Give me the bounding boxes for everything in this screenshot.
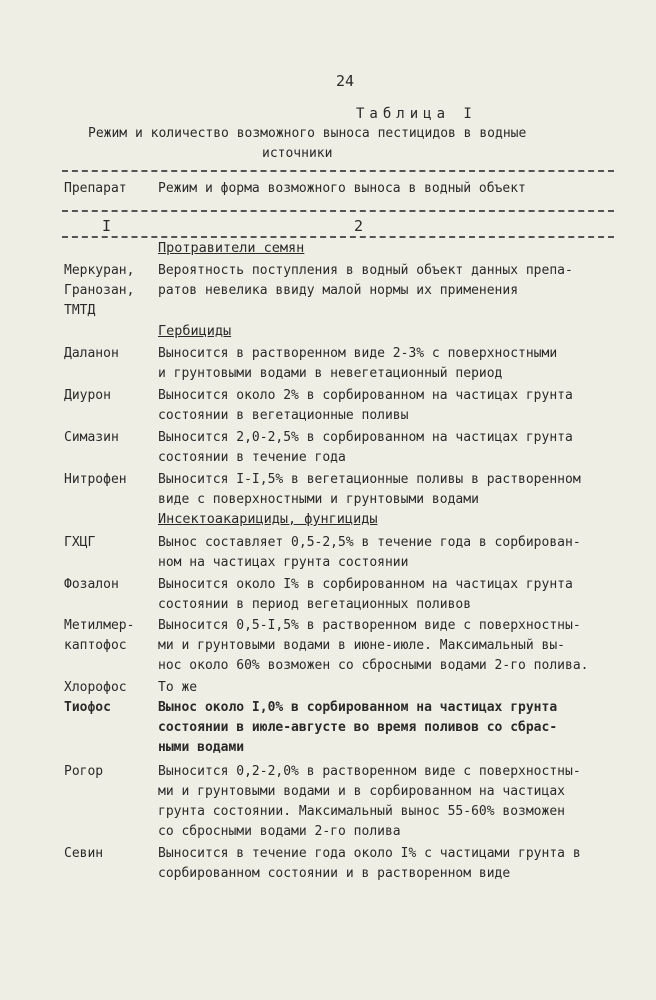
preparation-name: Тиофос: [64, 700, 111, 715]
section-heading-insecticides-fungicides: Инсектоакарициды, фунгициды: [158, 511, 378, 527]
column-header-mode: Режим и форма возможного выноса в водный объект: [158, 181, 526, 196]
description-line: со сбросными водами 2-го полива: [158, 824, 401, 839]
divider: [62, 210, 614, 212]
description-line: ратов невелика ввиду малой нормы их применения: [158, 283, 519, 298]
description-line: сорбированном состоянии и в растворенном виде: [158, 866, 511, 881]
preparation-name: Севин: [64, 846, 104, 861]
preparation-name: Хлорофос: [64, 680, 127, 695]
description-line: нос около 60% возможен со сбросными водами 2-го полива.: [158, 658, 589, 673]
section-heading-herbicides: Гербициды: [158, 323, 232, 339]
preparation-name: Рогор: [64, 764, 104, 779]
column-number-2: 2: [354, 217, 364, 235]
column-number-1: I: [102, 217, 112, 235]
preparation-name: Метилмер-: [64, 618, 135, 633]
description-line: Выносится около 2% в сорбированном на частицах грунта: [158, 388, 573, 403]
preparation-name: ТМТД: [64, 303, 96, 318]
description-line: Выносится 0,2-2,0% в растворенном виде с поверхностны-: [158, 764, 581, 779]
section-heading-seed-treatments: Протравители семян: [158, 240, 305, 256]
preparation-name: Диурон: [64, 388, 111, 403]
preparation-name: Гранозан,: [64, 283, 135, 298]
description-line: виде с поверхностными и грунтовыми водами: [158, 492, 479, 507]
preparation-name: Даланон: [64, 346, 119, 361]
description-line: То же: [158, 680, 198, 695]
description-line: Выносится около I% в сорбированном на частицах грунта: [158, 577, 573, 592]
description-line: ми и грунтовыми водами в июне-июле. Максимальный вы-: [158, 638, 565, 653]
description-line: Выносится 2,0-2,5% в сорбированном на частицах грунта: [158, 430, 573, 445]
description-line: Выносится в течение года около I% с частицами грунта в: [158, 846, 581, 861]
column-header-preparation: Препарат: [64, 181, 127, 196]
table-title-line-2: источники: [262, 146, 333, 161]
preparation-name: Симазин: [64, 430, 119, 445]
preparation-name: каптофос: [64, 638, 127, 653]
description-line: состоянии в период вегетационных поливов: [158, 597, 472, 612]
description-line: ми и грунтовыми водами и в сорбированном на частицах: [158, 784, 565, 799]
preparation-name: Фозалон: [64, 577, 119, 592]
preparation-name: ГХЦГ: [64, 535, 96, 550]
description-line: Выносится в растворенном виде 2-3% с поверхностными: [158, 346, 558, 361]
description-line: состоянии в течение года: [158, 450, 346, 465]
preparation-name: Нитрофен: [64, 472, 127, 487]
table-title-line-1: Режим и количество возможного выноса пестицидов в водные: [88, 126, 527, 141]
description-line: ном на частицах грунта состоянии: [158, 555, 409, 570]
description-line: Вынос около I,0% в сорбированном на частицах грунта: [158, 700, 558, 715]
divider: [62, 170, 614, 172]
description-line: Выносится 0,5-I,5% в растворенном виде с поверхностны-: [158, 618, 581, 633]
description-line: Вероятность поступления в водный объект данных препа-: [158, 263, 573, 278]
description-line: Вынос составляет 0,5-2,5% в течение года в сорбирован-: [158, 535, 581, 550]
description-line: ными водами: [158, 740, 245, 755]
description-line: состоянии в вегетационные поливы: [158, 408, 409, 423]
description-line: Выносится I-I,5% в вегетационные поливы в растворенном: [158, 472, 581, 487]
preparation-name: Меркуран,: [64, 263, 135, 278]
description-line: грунта состоянии. Максимальный вынос 55-60% возможен: [158, 804, 565, 819]
page-number: 24: [336, 72, 355, 90]
description-line: состоянии в июле-августе во время поливов со сбрас-: [158, 720, 558, 735]
divider: [62, 236, 614, 238]
table-label: Таблица I: [356, 106, 477, 122]
description-line: и грунтовыми водами в невегетационный период: [158, 366, 503, 381]
